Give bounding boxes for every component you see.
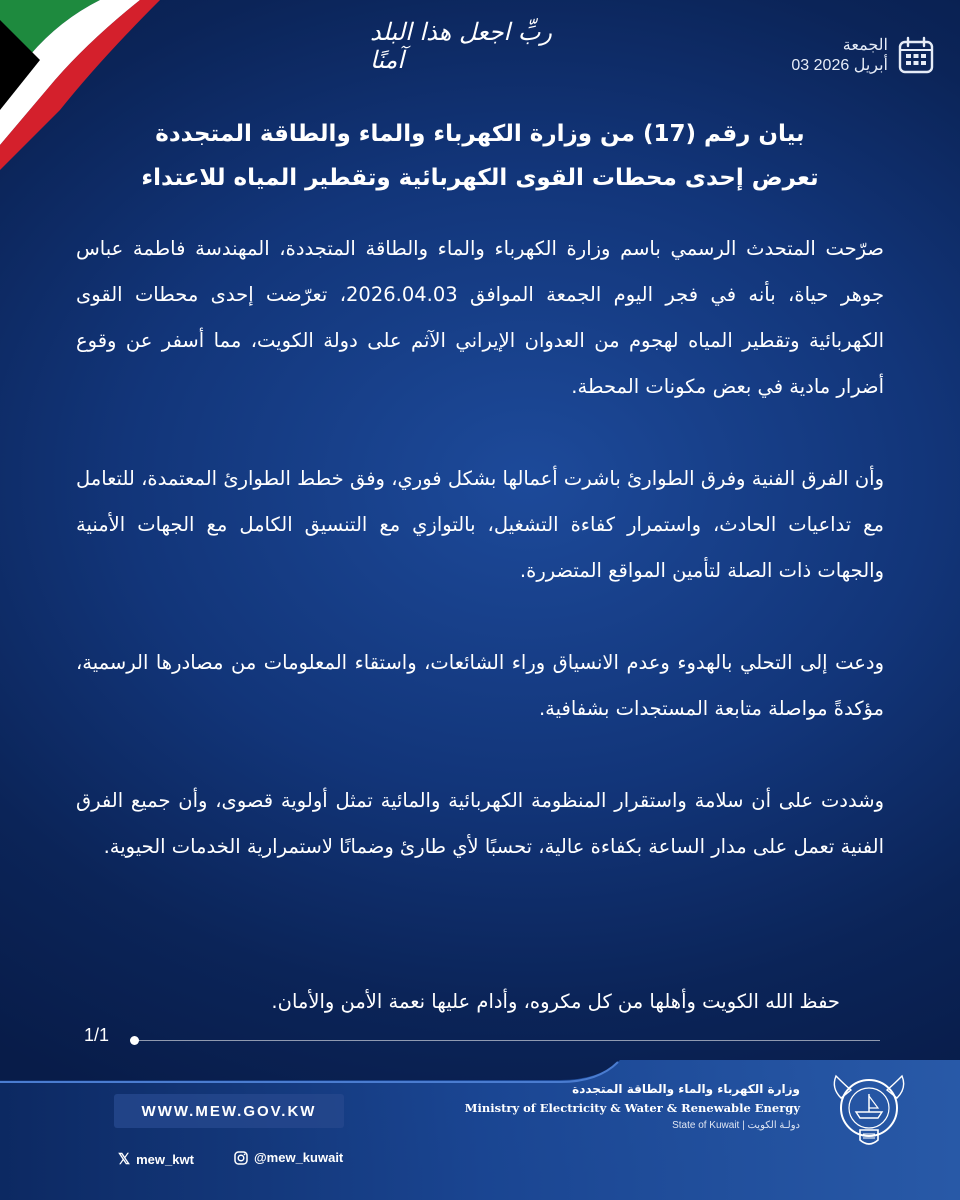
instagram-handle[interactable] xyxy=(234,1150,343,1165)
page-divider xyxy=(134,1040,880,1041)
ministry-name-english: Ministry of Electricity & Water & Renewable Energy xyxy=(464,1101,800,1115)
headline-line-2: تعرض إحدى محطات القوى الكهربائية وتقطير المياه للاعتداء xyxy=(141,165,819,191)
date-day: الجمعة xyxy=(842,37,888,54)
closing-prayer: حفظ الله الكويت وأهلها من كل مكروه، وأدام عليها نعمة الأمن والأمان. xyxy=(271,990,840,1013)
statement-headline xyxy=(60,112,900,200)
instagram-icon xyxy=(234,1151,248,1165)
body-paragraph-4: وشددت على أن سلامة واستقرار المنظومة الكهربائية والمائية تمثل أولوية قصوى، وأن جميع الفرق الفنية تعمل على مدار الساعة بكفاءة عالية، تحسبًا لأي طارئ وضمانًا لاستمرارية الخدمات الحيوية. xyxy=(76,789,884,858)
body-paragraph-1: صرّحت المتحدث الرسمي باسم وزارة الكهرباء والماء والطاقة المتجددة، المهندسة فاطمة عباس جوهر حياة، بأنه في فجر اليوم الجمعة الموافق 2026.04.03، تعرّضت إحدى محطات القوى الكهربائية وتقطير المياه لهجوم من العدوان الإيراني الآثم على دولة الكويت، مما أسفر عن وقوع أضرار مادية في بعض مكونات المحطة. xyxy=(76,237,885,398)
website-url[interactable]: WWW.MEW.GOV.KW xyxy=(114,1094,344,1128)
twitter-handle[interactable] xyxy=(118,1150,194,1168)
ministry-identity xyxy=(460,1080,800,1134)
body-paragraph-2: وأن الفرق الفنية وفرق الطوارئ باشرت أعمالها بشكل فوري، وفق خطط الطوارئ المعتمدة، للتعامل مع تداعيات الحادث، واستمرار كفاءة التشغيل، بالتوازي مع التنسيق الكامل مع الجهات الأمنية والجهات ذات الصلة لتأمين المواقع المتضررة. xyxy=(76,467,884,582)
state-of-kuwait: State of Kuwait | دولـة الكويت xyxy=(672,1120,800,1131)
x-logo-icon: 𝕏 xyxy=(118,1151,131,1168)
statement-body xyxy=(76,226,884,916)
pagination xyxy=(84,1025,884,1053)
twitter-handle-text: mew_kwt xyxy=(136,1151,194,1167)
date-text xyxy=(791,36,888,76)
motto-calligraphy: ربِّ اجعل هذا البلد آمنًا xyxy=(370,18,553,74)
date-block xyxy=(791,36,934,76)
kuwait-emblem-icon xyxy=(826,1068,912,1154)
date-full: 03 أبريل 2026 xyxy=(791,57,888,74)
headline-line-1: بيان رقم (17) من وزارة الكهرباء والماء والطاقة المتجددة xyxy=(155,121,805,147)
body-paragraph-3: ودعت إلى التحلي بالهدوء وعدم الانسياق وراء الشائعات، واستقاء المعلومات من مصادرها الرسمية، مؤكدةً مواصلة متابعة المستجدات بشفافية. xyxy=(76,651,884,720)
calendar-icon xyxy=(898,36,934,74)
page-number: 1/1 xyxy=(84,1025,110,1045)
instagram-handle-text: @mew_kuwait xyxy=(254,1150,344,1165)
ministry-name-arabic: وزارة الكهرباء والماء والطاقة المتجددة xyxy=(572,1082,800,1096)
page-dot xyxy=(130,1036,139,1045)
